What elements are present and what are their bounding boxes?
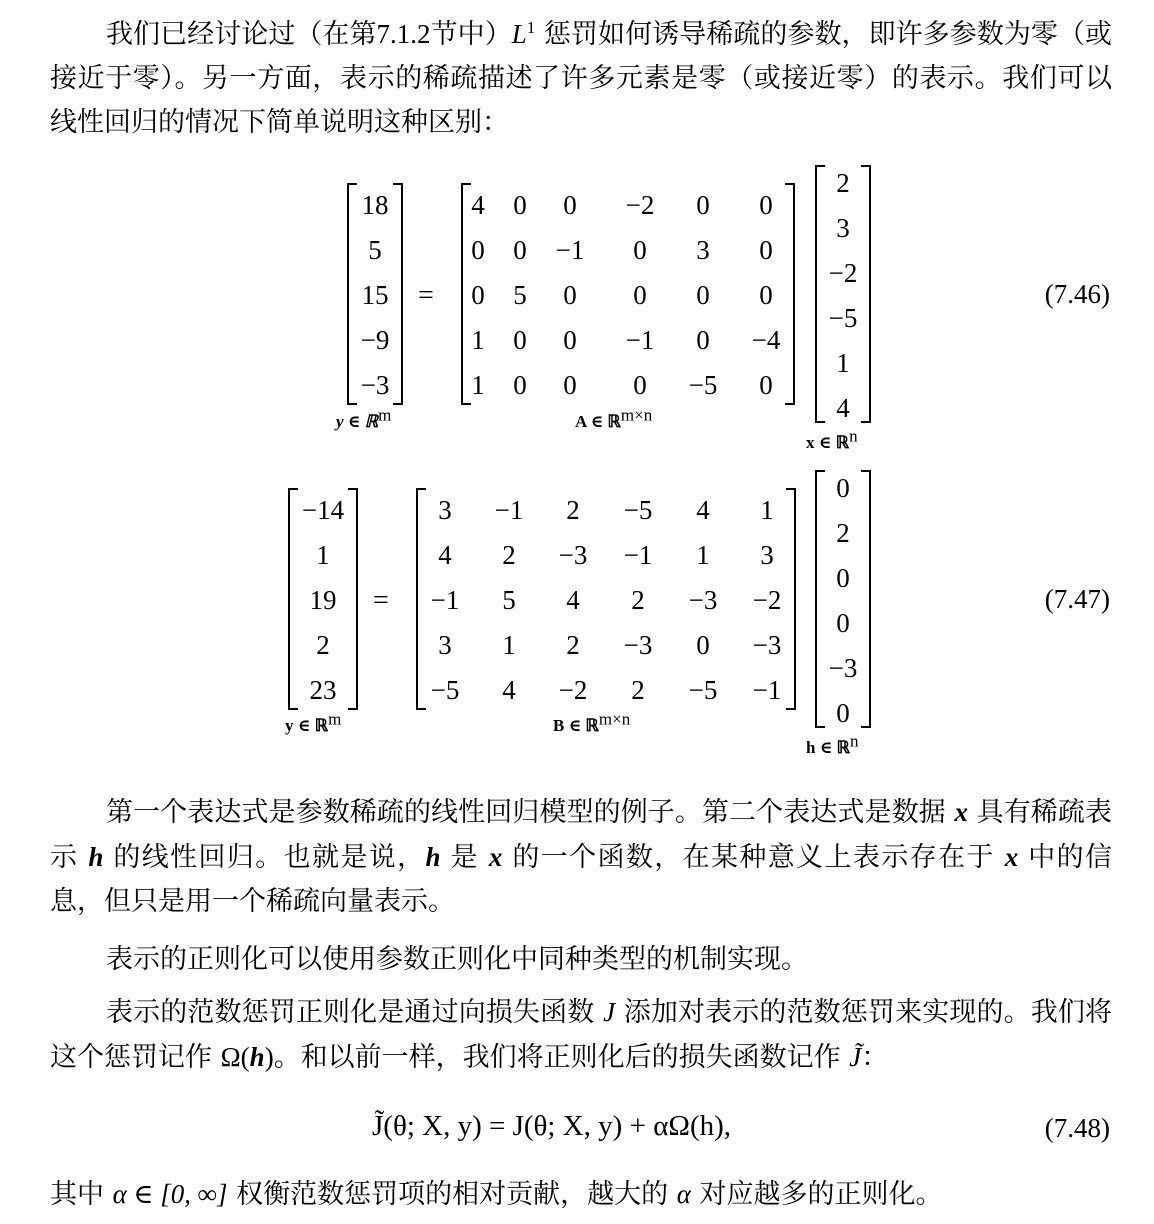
- matrix-a-entry: −5: [688, 370, 718, 400]
- matrix-a-entry: 0: [759, 280, 773, 310]
- p2-x-symbol-3: x: [1004, 842, 1019, 872]
- p2-x-symbol: x: [954, 797, 968, 827]
- p2-text-d: 是: [440, 842, 489, 873]
- matrix-a-entry: 0: [696, 190, 710, 220]
- matrix-b-entry: −3: [752, 630, 782, 660]
- equation-number-746: (7.46): [1044, 279, 1110, 309]
- intro-text-b: 节中）: [430, 19, 512, 50]
- matrix-b-entry: 1: [696, 540, 710, 570]
- equals-sign-746: =: [418, 280, 434, 311]
- matrix-a-entry: 0: [513, 370, 527, 400]
- matrix-b-entry: 2: [631, 675, 645, 705]
- vector-x-entry: 1: [836, 348, 850, 378]
- matrix-b-entry: −3: [558, 540, 588, 570]
- p2-x-symbol-2: x: [488, 842, 503, 872]
- matrix-b-entry: −1: [752, 675, 782, 705]
- vector-y-entry: 19: [309, 585, 337, 615]
- matrix-a-entry: −2: [625, 190, 655, 220]
- vector-y-entry: 2: [316, 630, 330, 660]
- matrix-a-entry: 0: [471, 280, 485, 310]
- p2-text-e: 的一个函数，在某种意义上表示存在于: [502, 842, 1005, 873]
- vector-h-entry: 0: [836, 473, 850, 503]
- vector-h-entry: 0: [836, 608, 850, 638]
- matrix-a-entry: −4: [751, 325, 781, 355]
- vector-h-entry: 0: [836, 698, 850, 728]
- label-B: B ∈ ℝ$^{m\times n}$: [553, 709, 631, 735]
- label-y-747: y ∈ ℝ$^m$: [285, 709, 342, 735]
- vector-y-entry: −9: [360, 325, 390, 355]
- matrix-a-entry: 0: [696, 325, 710, 355]
- matrix-b-entry: −2: [752, 585, 782, 615]
- matrix-b-entry: −1: [494, 495, 524, 525]
- paragraph-intro: [50, 12, 1112, 145]
- matrix-a-entry: 0: [633, 280, 647, 310]
- matrix-b-entry: 4: [696, 495, 710, 525]
- intro-text-a: 我们已经讨论过（在第: [106, 19, 377, 50]
- regularized-loss-formula: J̃(θ; X, y) = J(θ; X, y) + αΩ(h),: [372, 1110, 732, 1142]
- matrix-b-entry: −1: [430, 585, 460, 615]
- vector-h: [815, 470, 871, 728]
- section-ref: 7.1.2: [376, 19, 431, 49]
- matrix-b-entry: 4: [438, 540, 452, 570]
- l1-symbol: L: [511, 19, 527, 49]
- matrix-a-entry: 0: [759, 370, 773, 400]
- vector-y-entry: −3: [360, 370, 390, 400]
- p4-close-paren: ): [264, 1042, 274, 1072]
- matrix-a-entry: 0: [759, 190, 773, 220]
- vector-y-entry: 15: [361, 280, 389, 310]
- matrix-a-entry: 1: [471, 370, 485, 400]
- p4-text-d: ：: [861, 1042, 889, 1073]
- paragraph-regularization: [50, 938, 1112, 982]
- matrix-a-entry: 0: [633, 370, 647, 400]
- vector-y-entry: 18: [361, 190, 389, 220]
- matrix-b-entry: 4: [566, 585, 580, 615]
- l1-superscript: 1: [526, 18, 536, 37]
- p5-text-b: 权衡范数惩罚项的相对贡献，越大的: [227, 1179, 677, 1210]
- matrix-a-entry: 0: [563, 370, 577, 400]
- p3-text: 表示的正则化可以使用参数正则化中同种类型的机制实现。: [106, 944, 808, 975]
- matrix-b-entry: 2: [502, 540, 516, 570]
- p5-text-c: 对应越多的正则化。: [690, 1179, 943, 1210]
- vector-x-entry: 4: [836, 393, 850, 423]
- vector-x-entry: −5: [828, 303, 858, 333]
- matrix-a-entry: 0: [759, 235, 773, 265]
- label-A: A ∈ ℝ$^{m\times n}$: [575, 405, 653, 431]
- vector-x: [815, 165, 871, 423]
- paragraph-alpha: [50, 1172, 1112, 1217]
- paragraph-sparse-representation: [50, 790, 1112, 924]
- vector-y-entry: 5: [368, 235, 382, 265]
- p5-text-a: 其中: [50, 1179, 113, 1210]
- matrix-b-entry: 4: [502, 675, 516, 705]
- vector-x-entry: 2: [836, 168, 850, 198]
- matrix-a-entry: 0: [563, 280, 577, 310]
- paragraph-norm-penalty: [50, 990, 1112, 1080]
- matrix-a-entry: 0: [513, 190, 527, 220]
- matrix-b-entry: 2: [566, 495, 580, 525]
- vector-h-entry: −3: [828, 653, 858, 683]
- matrix-a-entry: −1: [625, 325, 655, 355]
- matrix-a-entry: −1: [555, 235, 585, 265]
- matrix-b-entry: −5: [688, 675, 718, 705]
- p4-text-b: 添加对表示的范数惩罚来实现的。我们将这个惩罚记作: [50, 997, 1112, 1073]
- matrix-b-entry: 0: [696, 630, 710, 660]
- matrix-b-entry: 3: [438, 630, 452, 660]
- matrix-a-entry: 5: [513, 280, 527, 310]
- vector-x-entry: 3: [836, 213, 850, 243]
- p4-text-a: 表示的范数惩罚正则化是通过向损失函数: [106, 997, 604, 1028]
- equation-number-747: (7.47): [1044, 584, 1110, 614]
- p2-text-c: 的线性回归。也就是说，: [103, 842, 426, 873]
- p2-text-a: 第一个表达式是参数稀疏的线性回归模型的例子。第二个表达式是数据: [106, 797, 955, 828]
- vector-h-entry: 0: [836, 563, 850, 593]
- matrix-a-entry: 0: [696, 280, 710, 310]
- matrix-b-entry: 1: [760, 495, 774, 525]
- equation-number-748: (7.48): [1044, 1113, 1110, 1143]
- p4-text-c: 。和以前一样，我们将正则化后的损失函数记作: [273, 1042, 850, 1073]
- matrix-b-entry: −2: [558, 675, 588, 705]
- p5-alpha-symbol: α: [676, 1179, 691, 1209]
- vector-y-entry: 1: [316, 540, 330, 570]
- matrix-b-entry: 3: [760, 540, 774, 570]
- p2-text-f: 中的信息，但只是用一个稀疏向量表示。: [50, 842, 1112, 917]
- equals-sign-747: =: [373, 585, 389, 616]
- matrix-a-entry: 0: [471, 235, 485, 265]
- p4-omega-symbol: Ω(: [220, 1042, 250, 1072]
- matrix-a-entry: 3: [696, 235, 710, 265]
- matrix-b-entry: −5: [430, 675, 460, 705]
- p2-h-symbol: h: [88, 842, 104, 872]
- matrix-a-entry: 0: [563, 190, 577, 220]
- vector-h-entry: 2: [836, 518, 850, 548]
- matrix-b-entry: 5: [502, 585, 516, 615]
- intro-text-c: 惩罚如何诱导稀疏的参数，即许多参数为零（或接近于零）。另一方面，表示的稀疏描述了许多元素是零（或接近零）的表示。我们可以线性回归的情况下简单说明这种区别：: [50, 19, 1113, 138]
- matrix-a-entry: 0: [633, 235, 647, 265]
- matrix-b-entry: 2: [631, 585, 645, 615]
- p4-h-symbol: h: [249, 1042, 265, 1072]
- matrix-b-entry: −3: [623, 630, 653, 660]
- vector-y-entry: −14: [301, 495, 345, 525]
- matrix-b-entry: −3: [688, 585, 718, 615]
- p4-J-symbol: J: [603, 997, 616, 1027]
- p2-text-b: 具有稀疏表示: [50, 797, 1112, 873]
- matrix-b-entry: 1: [502, 630, 516, 660]
- matrix-b-entry: −1: [623, 540, 653, 570]
- p5-alpha-range: α ∈ [0, ∞]: [112, 1179, 228, 1209]
- vector-x-entry: −2: [828, 258, 858, 288]
- label-x: x ∈ ℝ$^n$: [806, 426, 858, 452]
- vector-y-entry: 23: [309, 675, 337, 705]
- label-h: h ∈ ℝ$^n$: [806, 731, 859, 757]
- matrix-a-entry: 1: [471, 325, 485, 355]
- label-y-746: y ∈ ℝ$^m$: [336, 405, 392, 431]
- matrix-a-entry: 0: [513, 235, 527, 265]
- matrix-b-entry: 2: [566, 630, 580, 660]
- matrix-b-entry: −5: [623, 495, 653, 525]
- p4-J-tilde-symbol: J̃: [849, 1042, 862, 1072]
- matrix-b-entry: 3: [438, 495, 452, 525]
- matrix-a-entry: 0: [563, 325, 577, 355]
- matrix-a-entry: 0: [513, 325, 527, 355]
- p2-h-symbol-2: h: [425, 842, 441, 872]
- matrix-a-entry: 4: [471, 190, 485, 220]
